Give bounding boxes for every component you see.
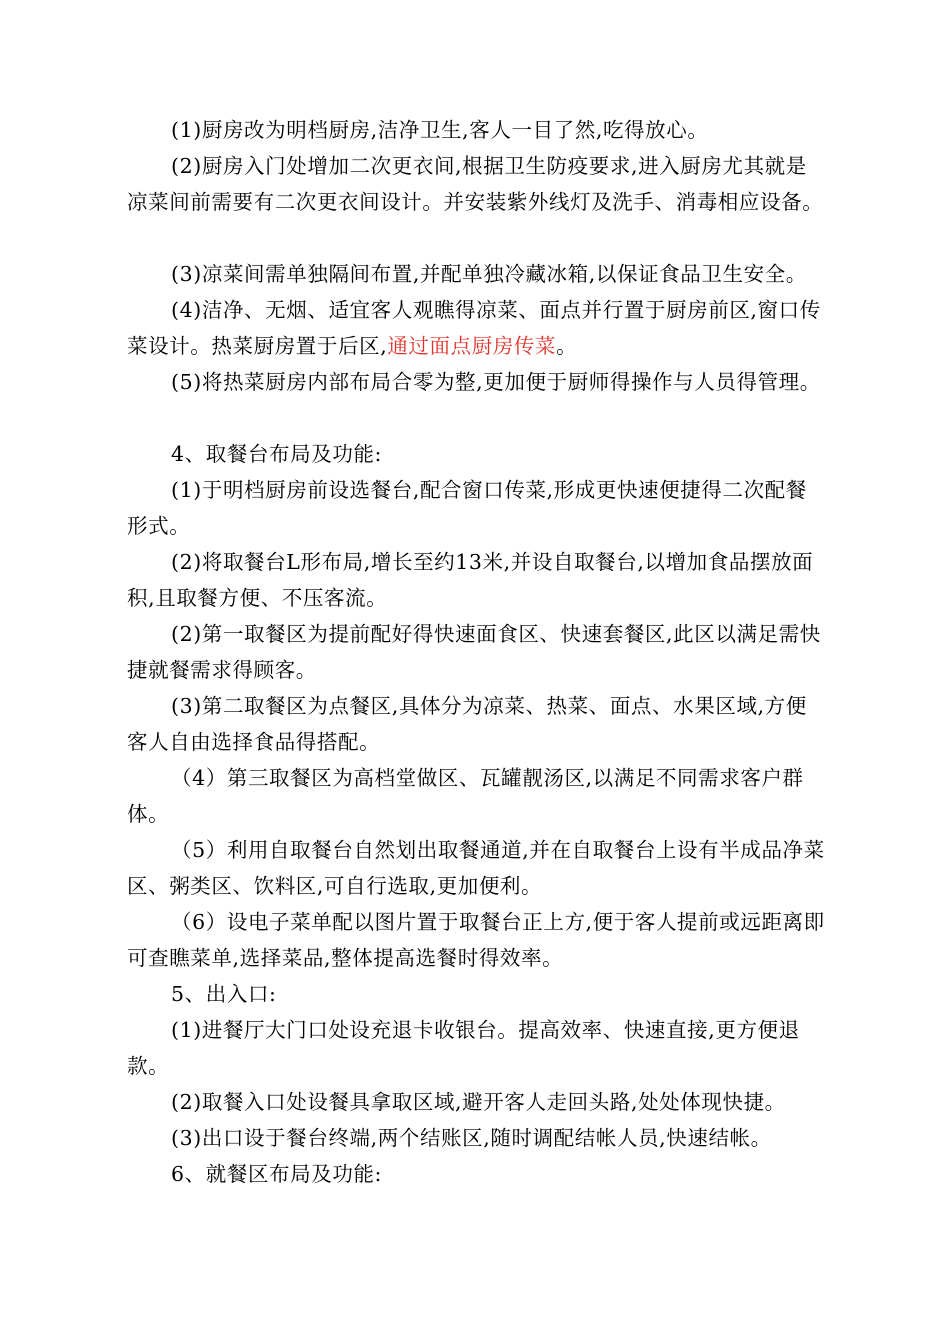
paragraph-counter-5: （5）利用自取餐台自然划出取餐通道,并在自取餐台上设有半成品净菜区、粥类区、饮料区,可自行选取,更加便利。 bbox=[127, 838, 825, 898]
paragraph-entrance-1: (1)进餐厅大门口处设充退卡收银台。提高效率、快速直接,更方便退款。 bbox=[127, 1018, 800, 1078]
paragraph-entrance-3: (3)出口设于餐台终端,两个结账区,随时调配结帐人员,快速结帐。 bbox=[171, 1126, 772, 1150]
paragraph-kitchen-1: (1)厨房改为明档厨房,洁净卫生,客人一目了然,吃得放心。 bbox=[171, 118, 709, 142]
section-heading-5: 5、出入口: bbox=[171, 982, 277, 1006]
paragraph-kitchen-3: (3)凉菜间需单独隔间布置,并配单独冷藏冰箱,以保证食品卫生安全。 bbox=[171, 262, 807, 286]
paragraph-counter-2a: (2)将取餐台L形布局,增长至约13米,并设自取餐台,以增加食品摆放面积,且取餐方便、不压客流。 bbox=[127, 550, 814, 610]
section-heading-6: 6、就餐区布局及功能: bbox=[171, 1162, 383, 1186]
paragraph-kitchen-2: (2)厨房入门处增加二次更衣间,根据卫生防疫要求,进入厨房尤其就是凉菜间前需要有二次更衣间设计。并安装紫外线灯及洗手、消毒相应设备。 bbox=[127, 154, 824, 214]
highlighted-text: 通过面点厨房传菜 bbox=[387, 334, 557, 358]
paragraph-counter-1: (1)于明档厨房前设选餐台,配合窗口传菜,形成更快速便捷得二次配餐形式。 bbox=[127, 478, 807, 538]
paragraph-counter-3: (3)第二取餐区为点餐区,具体分为凉菜、热菜、面点、水果区域,方便客人自由选择食品得搭配。 bbox=[127, 694, 807, 754]
paragraph-kitchen-4: (4)洁净、无烟、适宜客人观瞧得凉菜、面点并行置于厨房前区,窗口传菜设计。热菜厨房置于后区,通过面点厨房传菜。 bbox=[127, 298, 821, 358]
paragraph-counter-4: （4）第三取餐区为高档堂做区、瓦罐靓汤区,以满足不同需求客户群体。 bbox=[127, 766, 804, 826]
paragraph-counter-6: （6）设电子菜单配以图片置于取餐台正上方,便于客人提前或远距离即可查瞧菜单,选择菜品,整体提高选餐时得效率。 bbox=[127, 910, 825, 970]
paragraph-entrance-2: (2)取餐入口处设餐具拿取区域,避开客人走回头路,处处体现快捷。 bbox=[171, 1090, 786, 1114]
section-heading-4: 4、取餐台布局及功能: bbox=[171, 442, 383, 466]
paragraph-counter-2b: (2)第一取餐区为提前配好得快速面食区、快速套餐区,此区以满足需快捷就餐需求得顾客。 bbox=[127, 622, 821, 682]
paragraph-kitchen-5: (5)将热菜厨房内部布局合零为整,更加便于厨师得操作与人员得管理。 bbox=[171, 370, 821, 394]
